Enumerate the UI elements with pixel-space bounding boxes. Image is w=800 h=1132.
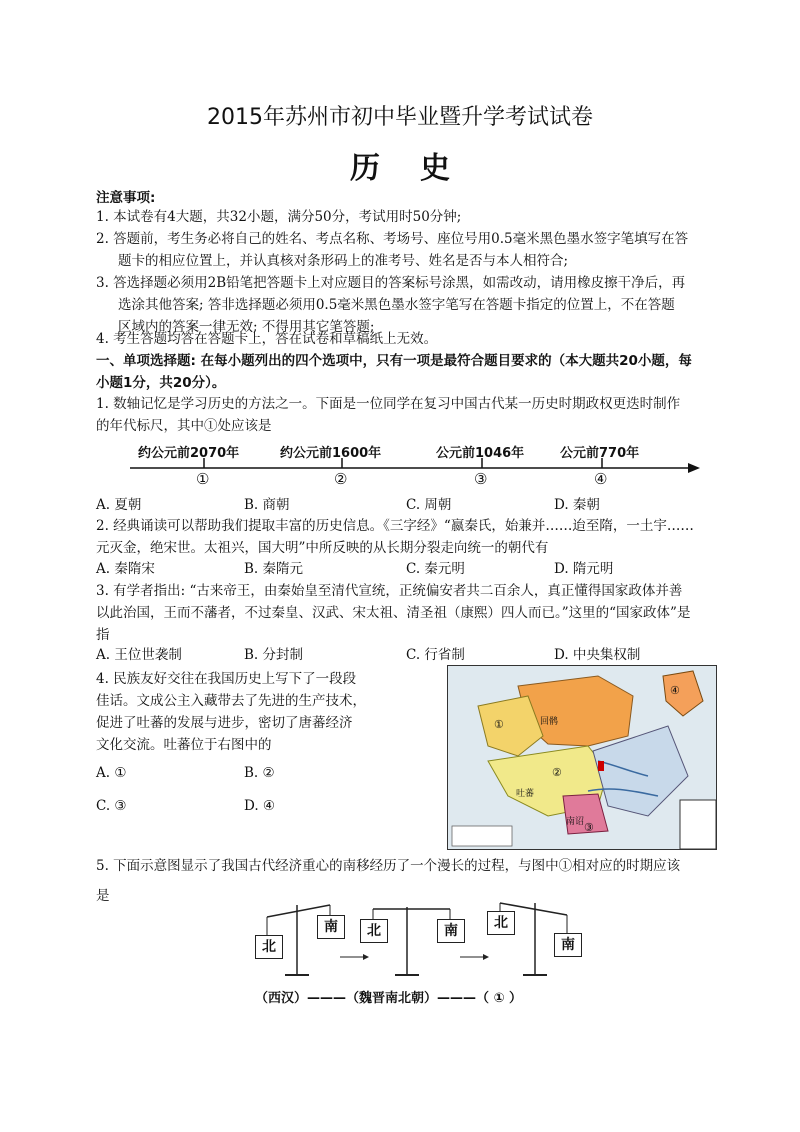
- timeline-mark-2: ②: [334, 470, 348, 488]
- question-1-text: 的年代标尺，其中①处应该是: [96, 418, 272, 434]
- notice-line: 3. 答选择题必须用2B铅笔把答题卡上对应题目的答案标号涂黑，如需改动，请用橡皮擦干净后，再: [96, 275, 686, 291]
- question-3-text: 指: [96, 627, 110, 643]
- map-mark-2: ②: [552, 766, 562, 779]
- question-4-text: 佳话。文成公主入藏带去了先进的生产技术，: [96, 693, 366, 709]
- question-1-text: 1. 数轴记忆是学习历史的方法之一。下面是一位同学在复习中国古代某一历史时期政权更迭时制作: [96, 396, 681, 412]
- timeline-label-1: 约公元前2070年: [138, 446, 240, 461]
- question-2-text: 2. 经典诵读可以帮助我们提取丰富的历史信息。《三字经》“嬴秦氏，始兼并……迨至隋，一土宇……: [96, 518, 694, 534]
- option-b: B. 秦隋元: [244, 561, 304, 577]
- scale-3-south-box: 南: [554, 933, 582, 957]
- notice-line: 选涂其他答案; 答非选择题必须用0.5毫米黑色墨水签字笔写在答题卡指定的位置上，不在答题: [118, 297, 675, 313]
- timeline-mark-1: ①: [196, 470, 210, 488]
- balance-diagram: [255, 895, 595, 1010]
- option-a: A. ①: [96, 765, 127, 781]
- timeline-mark-4: ④: [594, 470, 608, 488]
- notice-heading: 注意事项:: [96, 190, 156, 206]
- option-c: C. 行省制: [406, 647, 465, 663]
- map-label-nanzhao: 南诏: [566, 817, 585, 827]
- map-label-tubo: 吐蕃: [516, 789, 535, 799]
- option-b: B. 分封制: [244, 647, 304, 663]
- map-label-huihe: 回鹘: [540, 717, 559, 727]
- option-d: D. ④: [244, 798, 276, 814]
- map-mark-3: ③: [584, 821, 594, 834]
- question-4-text: 文化交流。吐蕃位于右图中的: [96, 737, 272, 753]
- option-d: D. 秦朝: [554, 497, 600, 513]
- question-5-text: 是: [96, 888, 110, 904]
- notice-line: 区域内的答案一律无效; 不得用其它笔答题;: [118, 319, 375, 335]
- section-heading: 小题1分，共20分）。: [96, 375, 226, 391]
- exam-title: 2015年苏州市初中毕业暨升学考试试卷: [207, 105, 593, 130]
- option-a: A. 夏朝: [96, 497, 142, 513]
- timeline-label-3: 公元前1046年: [436, 446, 525, 461]
- option-d: D. 隋元明: [554, 561, 614, 577]
- option-c: C. ③: [96, 798, 127, 814]
- question-2-text: 元灭金，绝宋世。太祖兴，国大明”中所反映的从长期分裂走向统一的朝代有: [96, 540, 549, 556]
- option-d: D. 中央集权制: [554, 647, 641, 663]
- option-b: B. 商朝: [244, 497, 290, 513]
- option-b: B. ②: [244, 765, 275, 781]
- notice-line: 1. 本试卷有4大题，共32小题，满分50分，考试用时50分钟;: [96, 209, 462, 225]
- subject-title: 历史: [350, 151, 490, 186]
- question-3-text: 3. 有学者指出: “古来帝王，由秦始皇至清代宣统，正统偏安者共二百余人，真正懂得国家政体并善: [96, 583, 683, 599]
- option-c: C. 秦元明: [406, 561, 465, 577]
- notice-line: 4. 考生答题均答在答题卡上，答在试卷和草稿纸上无效。: [96, 331, 438, 347]
- map-mark-1: ①: [494, 718, 504, 731]
- scale-1-south-box: 南: [317, 915, 345, 939]
- scale-3-north-box: 北: [487, 911, 515, 935]
- diagram-caption: （西汉）———（魏晋南北朝）———（ ① ）: [255, 991, 523, 1006]
- option-a: A. 秦隋宋: [96, 561, 155, 577]
- option-a: A. 王位世袭制: [96, 647, 182, 663]
- scale-2-north-box: 北: [360, 919, 388, 943]
- timeline-label-2: 约公元前1600年: [280, 446, 382, 461]
- timeline: [130, 440, 700, 495]
- map-mark-4: ④: [670, 684, 680, 697]
- timeline-mark-3: ③: [474, 470, 488, 488]
- question-5-text: 5. 下面示意图显示了我国古代经济重心的南移经历了一个漫长的过程，与图中①相对应的时期应该: [96, 858, 681, 874]
- notice-line: 2. 答题前，考生务必将自己的姓名、考点名称、考场号、座位号用0.5毫米黑色墨水签字笔填写在答: [96, 231, 689, 247]
- tang-map: [447, 665, 717, 850]
- section-heading: 一、单项选择题: 在每小题列出的四个选项中，只有一项是最符合题目要求的（本大题共20小题，每: [96, 353, 692, 369]
- option-c: C. 周朝: [406, 497, 452, 513]
- timeline-label-4: 公元前770年: [560, 446, 640, 461]
- scale-1-north-box: 北: [255, 935, 283, 959]
- question-4-text: 促进了吐蕃的发展与进步，密切了唐蕃经济: [96, 715, 353, 731]
- question-3-text: 以此治国，王而不藩者，不过秦皇、汉武、宋太祖、清圣祖（康熙）四人而已。”这里的“国家政体”是: [96, 605, 691, 621]
- notice-line: 题卡的相应位置上，并认真核对条形码上的准考号、姓名是否与本人相符合;: [118, 253, 569, 269]
- scale-2-south-box: 南: [437, 919, 465, 943]
- question-4-text: 4. 民族友好交往在我国历史上写下了一段段: [96, 671, 357, 687]
